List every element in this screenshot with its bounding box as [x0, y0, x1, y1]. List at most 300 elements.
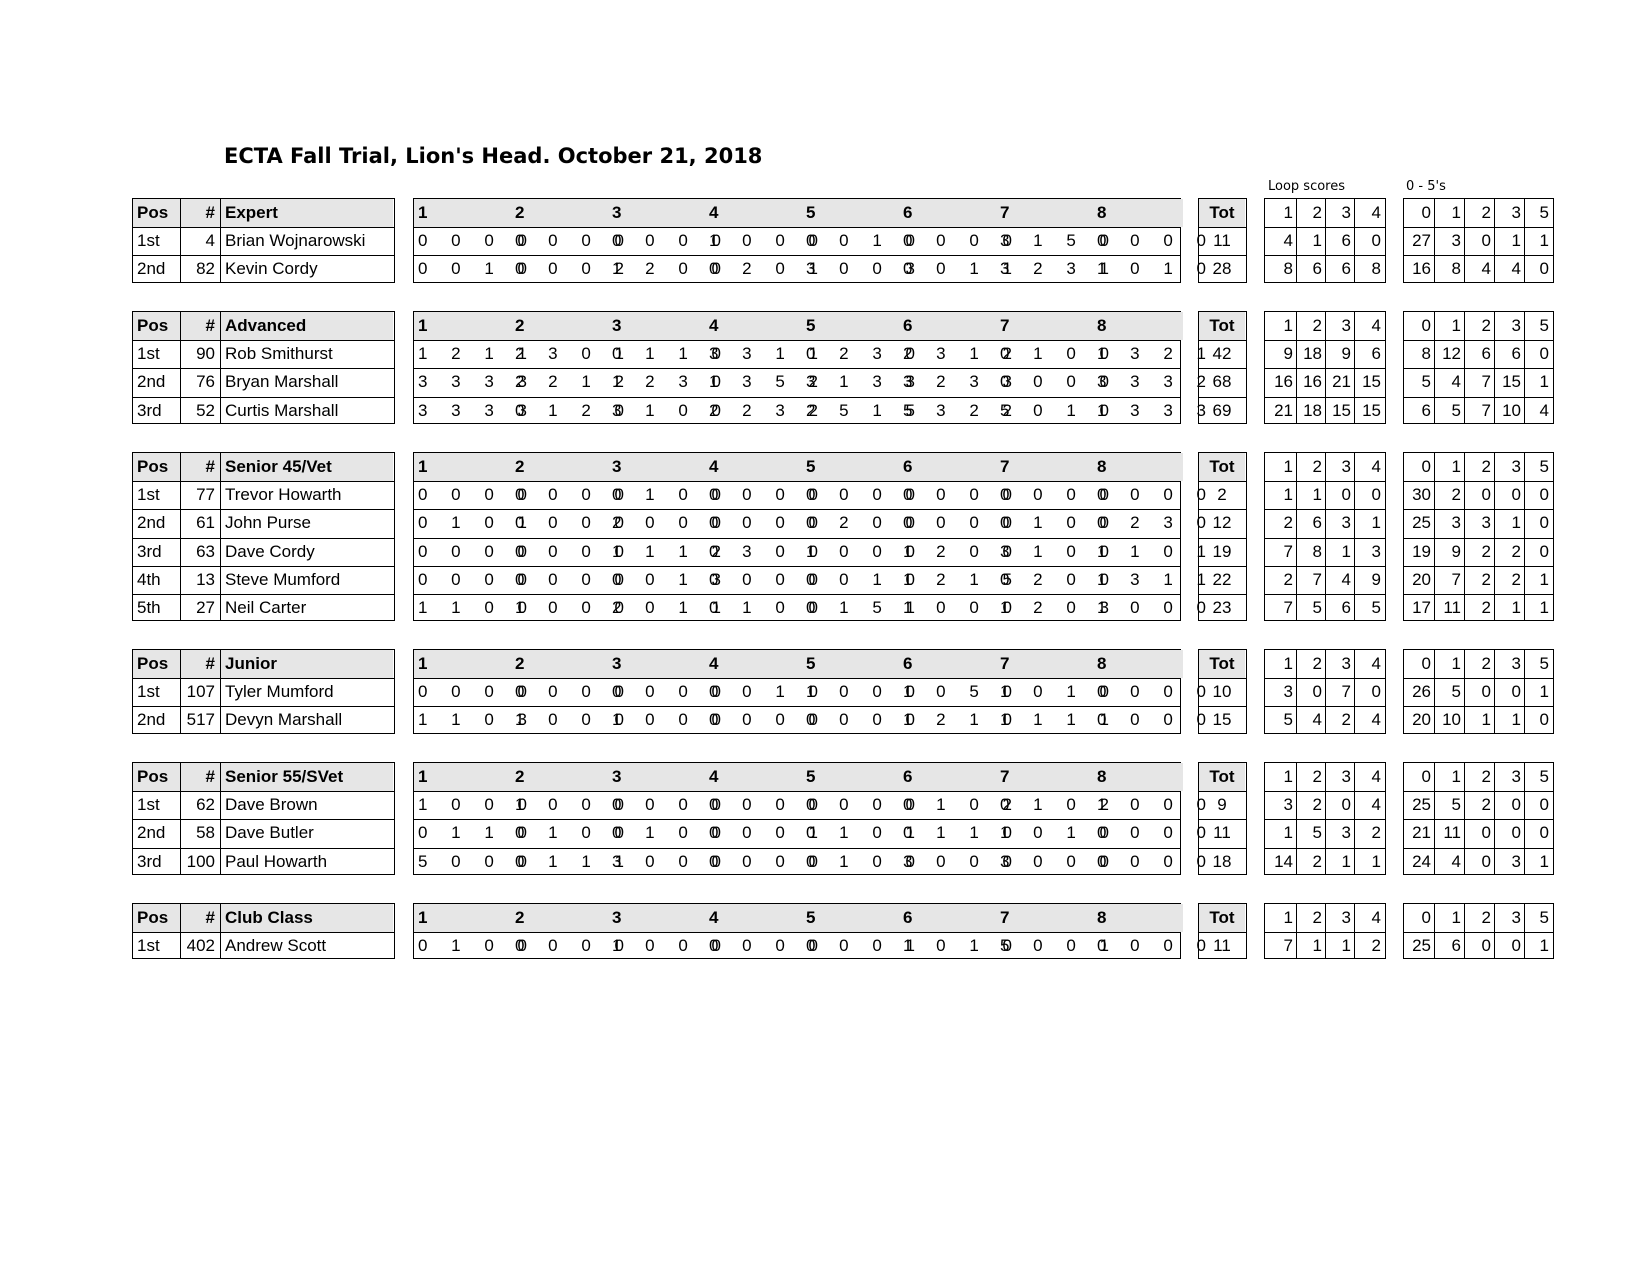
row-divider [133, 509, 394, 510]
loop-score-4: 0 0 0 0 [709, 851, 828, 871]
rider-position: 1st [137, 231, 160, 251]
column-divider [1325, 453, 1326, 620]
loop-score-5: 1 0 0 0 [806, 541, 925, 561]
loop-total-2: 1 [1312, 485, 1322, 505]
total-score: 23 [1212, 598, 1232, 617]
loop-score-5: 0 0 1 0 [806, 569, 925, 589]
header-total: Tot [1199, 453, 1245, 481]
rider-name: Rob Smithurst [225, 344, 333, 364]
row-divider [414, 566, 1180, 567]
row-divider [1265, 819, 1385, 820]
rider-number: 4 [205, 231, 215, 251]
row-divider [1199, 340, 1246, 341]
rider-name: Curtis Marshall [225, 400, 339, 420]
loop-score-1: 1 2 1 1 [418, 344, 537, 364]
row-divider [414, 819, 1180, 820]
loop-score-2: 0 0 0 0 [515, 569, 634, 589]
loop-header-4: 4 [705, 453, 795, 481]
loop-header-8: 8 [1093, 904, 1183, 932]
column-divider [1296, 199, 1297, 282]
column-divider [1354, 199, 1355, 282]
fives-count-2: 0 [1481, 485, 1491, 505]
loop-score-6: 0 0 1 1 [903, 259, 1022, 279]
fives-col-header-2: 2 [1481, 203, 1491, 222]
row-divider [1404, 255, 1553, 256]
fives-count-2: 0 [1481, 231, 1491, 251]
loop-scores-table [1264, 452, 1386, 621]
loop-score-8: 0 0 0 0 [1097, 851, 1216, 871]
row-divider [414, 227, 1180, 228]
total-score: 68 [1212, 372, 1232, 392]
loop-score-5: 2 5 1 5 [806, 400, 925, 420]
row-divider [133, 255, 394, 256]
loop-header-1: 1 [414, 312, 504, 340]
class-name: Senior 55/SVet [221, 763, 393, 791]
row-divider [1199, 538, 1246, 539]
loop-header-2: 2 [511, 904, 601, 932]
rider-number: 63 [196, 541, 215, 561]
row-divider [1199, 227, 1246, 228]
row-divider [1199, 255, 1246, 256]
loop-total-1: 14 [1274, 851, 1293, 871]
fives-col-header-1: 1 [1451, 457, 1461, 476]
loop-total-4: 1 [1371, 513, 1381, 533]
loop-score-4: 3 3 1 1 [709, 344, 828, 364]
loop-col-header-1: 1 [1283, 203, 1293, 222]
fives-col-header-0: 0 [1421, 908, 1431, 927]
loop-score-6: 1 0 5 0 [903, 682, 1022, 702]
loop-score-2: 0 0 0 2 [515, 259, 634, 279]
loop-score-5: 0 0 0 0 [806, 485, 925, 505]
loop-score-4: 2 2 3 2 [709, 400, 828, 420]
row-divider [1404, 791, 1553, 792]
fives-count-0: 27 [1412, 231, 1431, 251]
fives-col-header-1: 1 [1451, 203, 1461, 222]
loop-header-1: 1 [414, 453, 504, 481]
rider-position: 1st [137, 682, 160, 702]
header-pos: Pos [133, 312, 179, 340]
loop-total-2: 4 [1312, 710, 1322, 730]
rider-name: Andrew Scott [225, 936, 327, 956]
fives-col-header-1: 1 [1451, 767, 1461, 786]
loop-header-7: 7 [996, 199, 1086, 227]
rider-name: Dave Cordy [225, 541, 315, 561]
loop-score-2: 0 0 0 0 [515, 513, 634, 533]
class-name: Junior [221, 650, 393, 678]
loop-total-2: 16 [1303, 372, 1322, 392]
loop-score-4: 0 0 0 1 [709, 823, 828, 843]
loop-col-header-1: 1 [1283, 316, 1293, 335]
loop-score-3: 0 1 0 0 [612, 823, 731, 843]
loop-score-6: 2 3 1 2 [903, 344, 1022, 364]
row-divider [1404, 848, 1553, 849]
row-divider [1265, 791, 1385, 792]
fives-count-1: 6 [1451, 936, 1461, 956]
rider-position: 3rd [137, 400, 162, 420]
column-divider [1464, 312, 1465, 423]
fives-count-3: 0 [1511, 795, 1521, 815]
fives-count-3: 1 [1511, 231, 1521, 251]
loop-header-1: 1 [414, 904, 504, 932]
loop-scores-table [1264, 649, 1386, 734]
fives-col-header-2: 2 [1481, 316, 1491, 335]
loop-score-2: 0 1 2 0 [515, 400, 634, 420]
loop-score-8: 3 3 3 2 [1097, 372, 1216, 392]
rider-position: 4th [137, 569, 161, 589]
fives-count-0: 21 [1412, 823, 1431, 843]
fives-count-0: 25 [1412, 936, 1431, 956]
loop-score-8: 1 3 2 1 [1097, 344, 1216, 364]
loop-total-2: 8 [1312, 541, 1322, 561]
fives-count-0: 17 [1412, 598, 1431, 617]
loop-total-3: 1 [1341, 851, 1351, 871]
total-score: 69 [1212, 400, 1232, 420]
loop-scores-table [1264, 762, 1386, 875]
fives-count-4: 0 [1539, 795, 1549, 815]
loop-score-4: 0 0 0 0 [709, 569, 828, 589]
header-total: Tot [1199, 199, 1245, 227]
column-divider [1464, 199, 1465, 282]
row-divider [1199, 678, 1246, 679]
loop-header-7: 7 [996, 312, 1086, 340]
column-divider [220, 904, 221, 958]
header-number: # [181, 904, 220, 932]
column-divider [1325, 904, 1326, 958]
fives-col-header-4: 5 [1539, 654, 1549, 673]
row-divider [133, 678, 394, 679]
total-table [1198, 762, 1247, 875]
loop-header-4: 4 [705, 199, 795, 227]
fives-count-2: 0 [1481, 936, 1491, 956]
row-divider [133, 706, 394, 707]
loop-score-4: 0 0 0 0 [709, 513, 828, 533]
rider-name: Trevor Howarth [225, 485, 342, 505]
fives-count-3: 0 [1511, 936, 1521, 956]
rider-number: 107 [186, 682, 215, 702]
fives-count-2: 2 [1481, 795, 1491, 815]
row-divider [1404, 340, 1553, 341]
rider-position: 2nd [137, 513, 166, 533]
total-table [1198, 198, 1247, 283]
fives-count-0: 26 [1412, 682, 1431, 702]
rider-position: 3rd [137, 851, 162, 871]
fives-count-4: 4 [1539, 400, 1549, 420]
row-divider [133, 340, 394, 341]
fives-count-0: 19 [1412, 541, 1431, 561]
column-divider [1524, 453, 1525, 620]
fives-count-3: 2 [1511, 569, 1521, 589]
loop-score-1: 3 3 3 3 [418, 372, 537, 392]
row-divider [1404, 481, 1553, 482]
rider-position: 2nd [137, 710, 166, 730]
fives-col-header-4: 5 [1539, 203, 1549, 222]
loop-score-7: 5 0 1 0 [1000, 400, 1119, 420]
row-divider [1265, 397, 1385, 398]
loop-score-1: 0 1 0 0 [418, 936, 537, 956]
total-table [1198, 903, 1247, 959]
rider-name: Neil Carter [225, 598, 307, 617]
rider-number: 61 [196, 513, 215, 533]
loop-total-4: 0 [1371, 231, 1381, 251]
loop-score-1: 0 1 0 1 [418, 513, 537, 533]
fives-count-4: 0 [1539, 823, 1549, 843]
fives-col-header-2: 2 [1481, 908, 1491, 927]
row-divider [1199, 594, 1246, 595]
fives-col-header-1: 1 [1451, 316, 1461, 335]
loop-col-header-4: 4 [1371, 457, 1381, 476]
fives-count-4: 0 [1539, 485, 1549, 505]
rider-name: Paul Howarth [225, 851, 328, 871]
loop-score-3: 0 1 0 0 [612, 485, 731, 505]
loop-score-6: 0 0 0 0 [903, 513, 1022, 533]
total-score: 10 [1212, 682, 1232, 702]
rider-position: 5th [137, 598, 161, 617]
loop-col-header-2: 2 [1312, 316, 1322, 335]
fives-count-4: 1 [1539, 936, 1549, 956]
loop-score-4: 0 1 0 0 [709, 598, 828, 617]
left-table [132, 452, 395, 621]
fives-col-header-0: 0 [1421, 203, 1431, 222]
column-divider [1354, 312, 1355, 423]
loop-score-6: 0 0 0 0 [903, 485, 1022, 505]
column-divider [1296, 453, 1297, 620]
total-score: 28 [1212, 259, 1232, 279]
column-divider [1325, 312, 1326, 423]
row-divider [1199, 509, 1246, 510]
fives-count-4: 0 [1539, 541, 1549, 561]
class-name: Expert [221, 199, 393, 227]
row-divider [1199, 791, 1246, 792]
left-table [132, 198, 395, 283]
fives-count-1: 5 [1451, 682, 1461, 702]
rider-name: Tyler Mumford [225, 682, 334, 702]
column-divider [220, 199, 221, 282]
rider-name: Dave Butler [225, 823, 314, 843]
loop-total-3: 21 [1332, 372, 1351, 392]
loop-score-7: 0 1 0 0 [1000, 513, 1119, 533]
loop-score-8: 1 3 3 3 [1097, 400, 1216, 420]
fives-col-header-3: 3 [1511, 908, 1521, 927]
loop-score-5: 0 0 0 0 [806, 710, 925, 730]
loop-header-3: 3 [608, 199, 698, 227]
loop-total-4: 6 [1371, 344, 1381, 364]
row-divider [133, 594, 394, 595]
loop-total-2: 18 [1303, 400, 1322, 420]
fives-col-header-2: 2 [1481, 457, 1491, 476]
loop-total-3: 2 [1341, 710, 1351, 730]
loop-total-4: 3 [1371, 541, 1381, 561]
row-divider [1265, 594, 1385, 595]
column-divider [180, 650, 181, 733]
loop-score-7: 1 0 1 0 [1000, 823, 1119, 843]
fives-count-0: 30 [1412, 485, 1431, 505]
fives-count-4: 0 [1539, 344, 1549, 364]
loop-score-4: 0 0 0 0 [709, 936, 828, 956]
rider-name: Steve Mumford [225, 569, 341, 589]
loop-score-8: 0 0 0 0 [1097, 823, 1216, 843]
loop-col-header-2: 2 [1312, 457, 1322, 476]
fives-table [1403, 903, 1554, 959]
loop-score-8: 1 0 1 0 [1097, 259, 1216, 279]
loop-header-7: 7 [996, 453, 1086, 481]
column-divider [180, 904, 181, 958]
fives-col-header-4: 5 [1539, 767, 1549, 786]
row-divider [1199, 819, 1246, 820]
fives-col-header-3: 3 [1511, 316, 1521, 335]
fives-table [1403, 649, 1554, 734]
header-pos: Pos [133, 763, 179, 791]
loop-score-8: 1 3 1 1 [1097, 569, 1216, 589]
loop-total-3: 6 [1341, 598, 1351, 617]
loop-total-4: 0 [1371, 485, 1381, 505]
rider-name: John Purse [225, 513, 311, 533]
fives-col-header-3: 3 [1511, 457, 1521, 476]
loop-total-3: 3 [1341, 513, 1351, 533]
column-divider [1494, 650, 1495, 733]
fives-count-1: 2 [1451, 485, 1461, 505]
row-divider [1404, 509, 1553, 510]
loop-col-header-3: 3 [1341, 203, 1351, 222]
row-divider [1199, 848, 1246, 849]
loop-col-header-4: 4 [1371, 908, 1381, 927]
loop-total-3: 0 [1341, 795, 1351, 815]
loop-header-5: 5 [802, 312, 892, 340]
column-divider [180, 312, 181, 423]
fives-table [1403, 452, 1554, 621]
loop-score-1: 3 3 3 3 [418, 400, 537, 420]
loop-header-2: 2 [511, 453, 601, 481]
fives-col-header-3: 3 [1511, 767, 1521, 786]
fives-count-0: 20 [1412, 569, 1431, 589]
column-divider [1354, 650, 1355, 733]
row-divider [1265, 227, 1385, 228]
fives-col-header-4: 5 [1539, 457, 1549, 476]
loop-total-1: 2 [1283, 569, 1293, 589]
loop-total-1: 16 [1274, 372, 1293, 392]
fives-count-0: 8 [1421, 344, 1431, 364]
loop-total-3: 7 [1341, 682, 1351, 702]
loop-total-3: 0 [1341, 485, 1351, 505]
row-divider [1265, 481, 1385, 482]
column-divider [1494, 453, 1495, 620]
loop-score-7: 3 1 0 0 [1000, 541, 1119, 561]
fives-col-header-3: 3 [1511, 654, 1521, 673]
loop-header-1: 1 [414, 650, 504, 678]
loop-score-7: 3 1 5 0 [1000, 231, 1119, 251]
fives-label: 0 - 5's [1406, 179, 1446, 194]
loop-header-8: 8 [1093, 312, 1183, 340]
total-table [1198, 311, 1247, 424]
loop-score-5: 0 0 0 0 [806, 795, 925, 815]
loop-header-3: 3 [608, 763, 698, 791]
row-divider [133, 566, 394, 567]
loop-col-header-3: 3 [1341, 316, 1351, 335]
loop-header-3: 3 [608, 312, 698, 340]
loop-header-8: 8 [1093, 650, 1183, 678]
header-number: # [181, 650, 220, 678]
loop-score-3: 1 0 0 0 [612, 936, 731, 956]
column-divider [1524, 199, 1525, 282]
column-divider [1524, 763, 1525, 874]
row-divider [414, 255, 1180, 256]
loop-header-6: 6 [899, 199, 989, 227]
row-divider [133, 791, 394, 792]
fives-count-1: 3 [1451, 513, 1461, 533]
loop-score-3: 1 2 3 0 [612, 372, 731, 392]
loop-score-5: 0 1 0 1 [806, 823, 925, 843]
loop-header-1: 1 [414, 199, 504, 227]
fives-count-2: 0 [1481, 823, 1491, 843]
loop-score-2: 2 3 0 1 [515, 344, 634, 364]
rider-number: 58 [196, 823, 215, 843]
fives-count-3: 1 [1511, 710, 1521, 730]
loop-total-1: 9 [1283, 344, 1293, 364]
rider-number: 13 [196, 569, 215, 589]
rider-number: 90 [196, 344, 215, 364]
loop-col-header-1: 1 [1283, 654, 1293, 673]
column-divider [1434, 199, 1435, 282]
loop-header-6: 6 [899, 453, 989, 481]
fives-col-header-1: 1 [1451, 908, 1461, 927]
fives-col-header-4: 5 [1539, 316, 1549, 335]
total-score: 11 [1213, 231, 1231, 251]
loop-score-2: 1 0 0 0 [515, 598, 634, 617]
class-name: Advanced [221, 312, 393, 340]
loop-score-7: 1 0 1 0 [1000, 682, 1119, 702]
fives-count-1: 12 [1442, 344, 1461, 364]
loop-score-4: 0 2 0 1 [709, 259, 828, 279]
loop-total-1: 8 [1283, 259, 1293, 279]
loop-col-header-4: 4 [1371, 203, 1381, 222]
fives-count-2: 7 [1481, 400, 1491, 420]
loop-score-3: 0 1 1 0 [612, 344, 731, 364]
column-divider [1354, 763, 1355, 874]
loop-col-header-1: 1 [1283, 908, 1293, 927]
loop-total-4: 2 [1371, 936, 1381, 956]
fives-count-3: 15 [1502, 372, 1521, 392]
loop-score-6: 0 1 1 0 [903, 823, 1022, 843]
loop-score-7: 1 2 0 3 [1000, 598, 1119, 617]
loop-total-4: 15 [1362, 400, 1381, 420]
row-divider [414, 848, 1180, 849]
loop-score-4: 0 0 0 0 [709, 485, 828, 505]
fives-count-2: 6 [1481, 344, 1491, 364]
fives-count-1: 3 [1451, 231, 1461, 251]
column-divider [180, 199, 181, 282]
loop-score-4: 1 0 0 0 [709, 231, 828, 251]
column-divider [1524, 312, 1525, 423]
fives-col-header-0: 0 [1421, 457, 1431, 476]
rider-name: Devyn Marshall [225, 710, 343, 730]
loop-col-header-2: 2 [1312, 908, 1322, 927]
fives-count-2: 2 [1481, 569, 1491, 589]
rider-position: 2nd [137, 372, 166, 392]
class-name: Senior 45/Vet [221, 453, 393, 481]
loop-header-6: 6 [899, 763, 989, 791]
loop-total-1: 7 [1283, 541, 1293, 561]
row-divider [1265, 368, 1385, 369]
row-divider [1404, 397, 1553, 398]
fives-count-3: 3 [1511, 851, 1521, 871]
column-divider [1325, 199, 1326, 282]
loop-score-5: 3 0 0 3 [806, 259, 925, 279]
row-divider [133, 819, 394, 820]
row-divider [1404, 706, 1553, 707]
loop-scores-table [1264, 198, 1386, 283]
total-score: 11 [1213, 936, 1231, 956]
fives-col-header-0: 0 [1421, 767, 1431, 786]
loop-score-7: 0 0 0 0 [1000, 372, 1119, 392]
